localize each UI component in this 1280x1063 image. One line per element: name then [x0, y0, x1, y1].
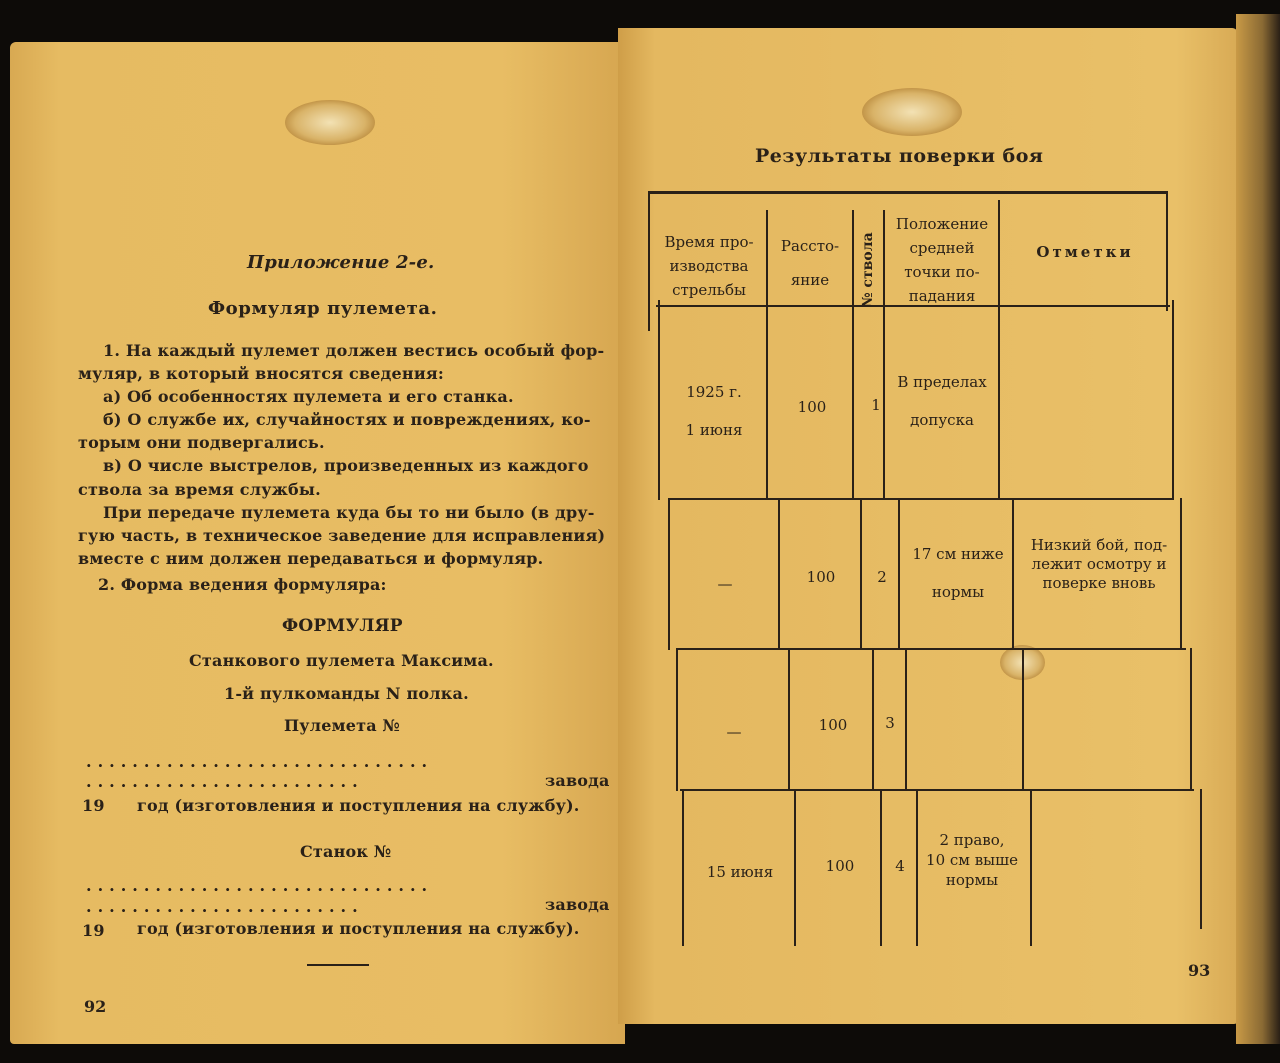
cell-distance: 100 [797, 398, 827, 416]
text-line: 2. Форма ведения формуляра: [98, 575, 387, 594]
cell-line: нормы [945, 871, 999, 889]
cell-line: лежит осмотру и [1031, 555, 1167, 573]
fill-in-dots: .............................. [86, 752, 434, 771]
form-title: ФОРМУЛЯР [282, 616, 403, 636]
factory-label: завода [545, 895, 610, 914]
paper-stain [285, 100, 375, 145]
header-line: точки по- [904, 263, 980, 281]
cell-line: 17 см ниже [912, 545, 1004, 563]
cell-notes [1016, 536, 1182, 593]
form-subtitle: Станкового пулемета Максима. [189, 651, 494, 670]
column-rule [778, 498, 780, 650]
text-line: ствола за время службы. [78, 480, 321, 499]
text-line: вместе с ним должен передаваться и формуляр. [78, 549, 544, 568]
header-barrel: № ствола [860, 232, 876, 308]
header-line: Рассто- [780, 237, 840, 255]
table-border [1172, 300, 1174, 500]
column-rule [788, 648, 790, 791]
cell-time: — [717, 575, 733, 593]
column-rule [852, 210, 854, 500]
column-rule [883, 210, 885, 500]
appendix-title: Приложение 2-е. [247, 252, 435, 273]
machine-gun-number-label: Пулемета № [284, 716, 401, 735]
form-subtitle: 1-й пулкоманды N полка. [224, 684, 469, 703]
mount-number-label: Станок № [300, 842, 392, 861]
text-line: При передаче пулемета куда бы то ни было (в дру- [103, 503, 595, 522]
factory-label: завода [545, 771, 610, 790]
row-rule [680, 789, 1194, 791]
fill-in-dots: ........................ [86, 772, 364, 791]
cell-line: Низкий бой, под- [1030, 536, 1168, 554]
cell-line: 1925 г. [686, 383, 742, 401]
fill-in-dots: ........................ [86, 897, 364, 916]
cell-barrel: 3 [885, 714, 895, 732]
cell-barrel: 1 [871, 396, 881, 414]
cell-line: допуска [910, 411, 974, 429]
cell-line: поверке вновь [1042, 574, 1156, 592]
cell-position [886, 370, 998, 432]
cell-line: 10 см выше [926, 851, 1018, 869]
header-line: изводства [669, 257, 749, 275]
header-position [886, 212, 998, 308]
header-distance [768, 234, 852, 292]
year-prefix: 19 [82, 921, 105, 940]
header-line: средней [909, 239, 975, 257]
cell-line: В пределах [897, 373, 987, 391]
column-rule [998, 200, 1000, 500]
paper-stain [862, 88, 962, 136]
cell-line: нормы [931, 583, 985, 601]
header-line: яние [790, 271, 830, 289]
row-rule [668, 498, 1174, 500]
column-rule [676, 648, 678, 791]
header-line: Время про- [664, 233, 754, 251]
cell-line: 2 право, [939, 831, 1005, 849]
text-line: гую часть, в техническое заведение для исправления) [78, 526, 606, 545]
table-border [1200, 789, 1202, 929]
text-line: торым они подвергались. [78, 433, 325, 452]
cell-barrel: 2 [877, 568, 887, 586]
year-text: год (изготовления и поступления на службу). [137, 796, 580, 815]
cell-time: 15 июня [706, 863, 774, 881]
header-line: падания [908, 287, 976, 305]
year-text: год (изготовления и поступления на службу). [137, 919, 580, 938]
text-line: 1. На каждый пулемет должен вестись особый фор- [103, 341, 605, 360]
table-border [1190, 648, 1192, 791]
cell-position [902, 542, 1014, 604]
year-prefix: 19 [82, 796, 105, 815]
column-rule [682, 789, 684, 946]
text-line: муляр, в который вносятся сведения: [78, 364, 445, 383]
cell-time: — [726, 723, 742, 741]
column-rule [668, 498, 670, 650]
text-line: в) О числе выстрелов, произведенных из каждого [103, 456, 589, 475]
header-line: стрельбы [672, 281, 746, 299]
table-border-top [648, 191, 1168, 194]
page-number-right: 93 [1188, 961, 1211, 980]
section-heading: Формуляр пулемета. [208, 298, 438, 319]
column-rule [860, 498, 862, 650]
page-number-left: 92 [84, 997, 107, 1016]
cell-position [912, 830, 1032, 890]
column-rule [658, 300, 660, 500]
cell-distance: 100 [825, 857, 855, 875]
column-rule [1022, 648, 1024, 791]
text-line: б) О службе их, случайностях и повреждениях, ко- [103, 410, 591, 429]
end-divider [307, 964, 369, 966]
column-rule [794, 789, 796, 946]
header-time [652, 230, 766, 302]
cell-time [662, 380, 766, 442]
fill-in-dots: .............................. [86, 876, 434, 895]
table-border [648, 191, 650, 331]
cell-line: 1 июня [685, 421, 743, 439]
row-rule [676, 648, 1186, 650]
cell-barrel: 4 [895, 857, 905, 875]
table-title: Результаты поверки боя [755, 145, 1044, 167]
cell-distance: 100 [806, 568, 836, 586]
header-line: Положение [895, 215, 989, 233]
book-edge [1236, 14, 1280, 1044]
text-line: а) Об особенностях пулемета и его станка. [103, 387, 514, 406]
cell-distance: 100 [818, 716, 848, 734]
header-notes: Отметки [1036, 243, 1134, 261]
